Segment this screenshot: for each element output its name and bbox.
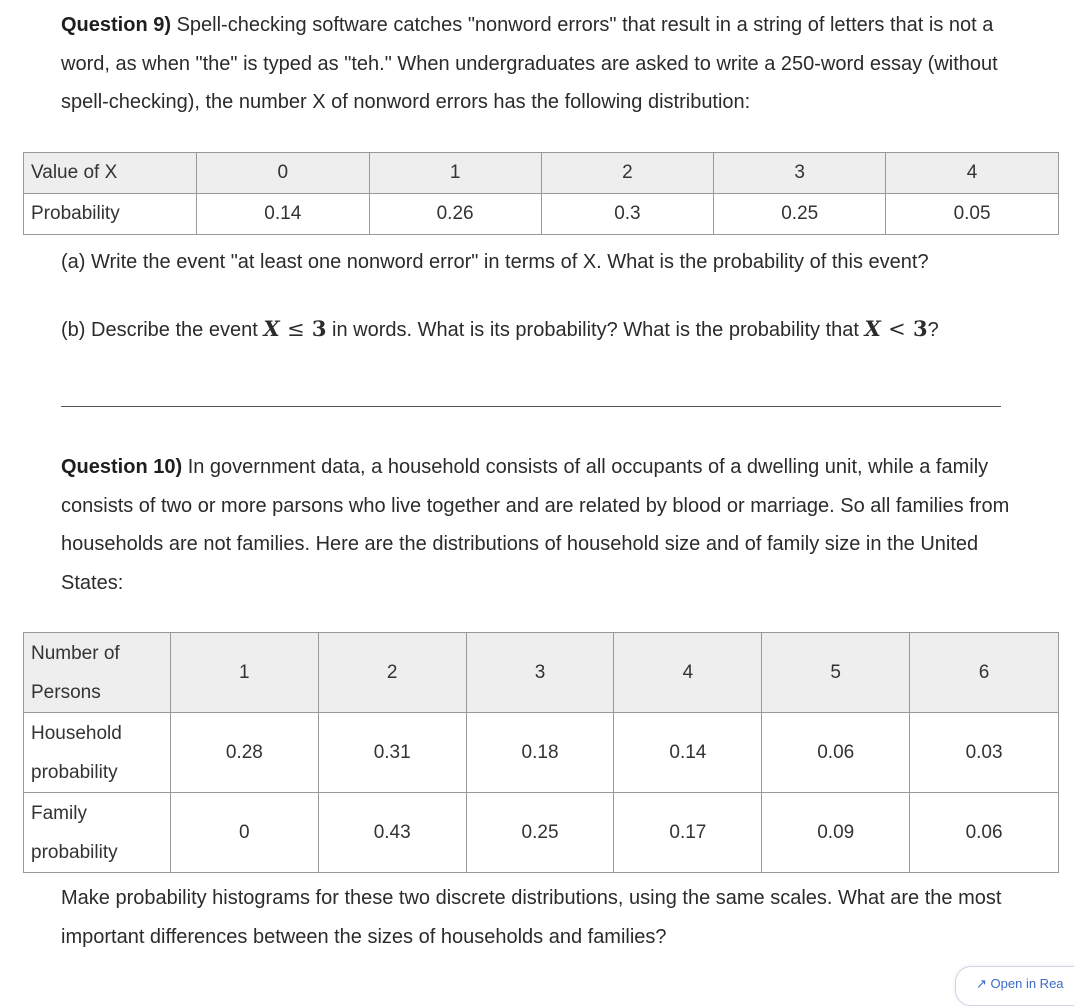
- row-header-value-of-x: Value of X: [24, 153, 197, 194]
- household-cell: 0.06: [762, 713, 910, 793]
- question-9-text: [61, 6, 1041, 122]
- probability-cell: 0.25: [714, 194, 886, 235]
- table-row: [24, 793, 1059, 873]
- math-operator: <: [888, 317, 906, 341]
- value-cell: 1: [369, 153, 541, 194]
- table-row: [24, 713, 1059, 793]
- family-cell: 0.25: [466, 793, 614, 873]
- open-button-label: Open in Rea: [990, 976, 1064, 991]
- math-var: X: [263, 316, 280, 341]
- question-10-body: In government data, a household consists of all occupants of a dwelling unit, while a family consists of two or more parsons who live together and are related by blood or marriage. So all families from households are not families. Here are the distributions of household size and of family size in the United States:: [61, 456, 1010, 594]
- section-divider: [61, 406, 1001, 407]
- question-9-label: Question 9): [61, 14, 172, 36]
- math-var: X: [864, 316, 881, 341]
- value-cell: 2: [541, 153, 714, 194]
- household-cell: 0.31: [318, 713, 466, 793]
- probability-cell: 0.14: [196, 194, 369, 235]
- table-row: [24, 633, 1059, 713]
- part-b-tail: ?: [927, 319, 939, 341]
- household-family-size-table: [23, 632, 1059, 873]
- question-9-body: Spell-checking software catches "nonword errors" that result in a string of letters that is not a word, as when "the" is typed as "teh." When undergraduates are asked to write a 250-word essay (without spell-checking), the number X of nonword errors has the following distribution:: [61, 14, 998, 113]
- household-cell: 0.14: [614, 713, 762, 793]
- family-cell: 0.09: [762, 793, 910, 873]
- inequality-x-le-3: [263, 316, 326, 341]
- math-number: 3: [913, 316, 928, 341]
- value-cell: 0: [196, 153, 369, 194]
- table-row: [24, 153, 1059, 194]
- size-cell: 2: [318, 633, 466, 713]
- question-9-part-b: [61, 314, 939, 345]
- family-cell: 0: [170, 793, 318, 873]
- size-cell: 4: [614, 633, 762, 713]
- family-cell: 0.06: [910, 793, 1059, 873]
- row-header-number-of-persons: Number of Persons: [24, 633, 171, 713]
- probability-cell: 0.26: [369, 194, 541, 235]
- household-cell: 0.28: [170, 713, 318, 793]
- family-cell: 0.43: [318, 793, 466, 873]
- question-10-text: [61, 448, 1041, 602]
- part-b-lead: (b) Describe the event: [61, 319, 264, 341]
- question-10-label: Question 10): [61, 456, 183, 478]
- arrow-up-right-icon: ↗: [976, 976, 987, 991]
- household-cell: 0.03: [910, 713, 1059, 793]
- math-number: 3: [311, 316, 327, 341]
- row-header-household-probability: Household probability: [24, 713, 171, 793]
- open-in-reader-button[interactable]: [955, 966, 1074, 1006]
- value-cell: 4: [886, 153, 1059, 194]
- size-cell: 3: [466, 633, 614, 713]
- value-cell: 3: [714, 153, 886, 194]
- math-operator: ≤: [286, 317, 305, 341]
- size-cell: 5: [762, 633, 910, 713]
- part-b-middle: in words. What is its probability? What is the probability that: [326, 319, 865, 341]
- row-header-probability: Probability: [24, 194, 197, 235]
- household-cell: 0.18: [466, 713, 614, 793]
- question-10-ask: Make probability histograms for these two discrete distributions, using the same scales. What are the most important differences between the sizes of households and families?: [61, 887, 1002, 948]
- inequality-x-lt-3: [865, 316, 928, 341]
- size-cell: 1: [170, 633, 318, 713]
- family-cell: 0.17: [614, 793, 762, 873]
- probability-cell: 0.05: [886, 194, 1059, 235]
- nonword-error-distribution-table: [23, 152, 1059, 235]
- size-cell: 6: [910, 633, 1059, 713]
- row-header-family-probability: Family probability: [24, 793, 171, 873]
- question-9-part-a: (a) Write the event "at least one nonword error" in terms of X. What is the probability of this event?: [61, 251, 929, 273]
- table-row: [24, 194, 1059, 235]
- probability-cell: 0.3: [541, 194, 714, 235]
